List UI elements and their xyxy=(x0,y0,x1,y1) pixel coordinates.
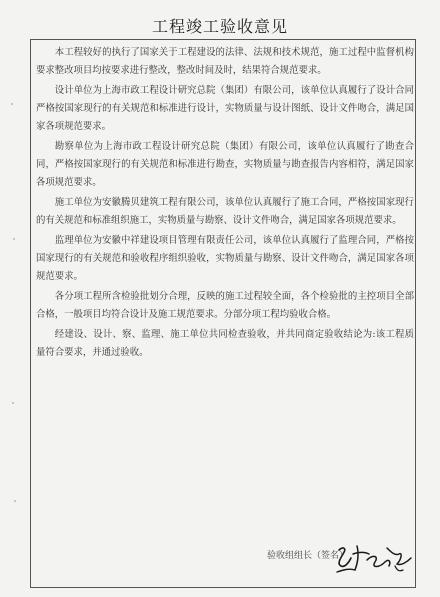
document-body xyxy=(36,44,414,364)
paragraph-overview: 本工程较好的执行了国家关于工程建设的法律、法规和技术规范，施工过程中监督机构要求整改项目均按要求进行整改，整改时间及时，结果符合规范要求。 xyxy=(36,47,414,76)
paragraph-construction-unit: 施工单位为安徽腾贝建筑工程有限公司，该单位认真履行了施工合同，严格按国家现行的有关规范和标准组织施工，实物质量与勘察、设计文件吻合，满足国家各项规范要求。 xyxy=(36,197,414,226)
scan-speck xyxy=(11,103,13,105)
paragraph-inspection-batches: 各分项工程所含检验批划分合理，反映的施工过程较全面，各个检验批的主控项目全部合格，一般项目均符合设计及施工规范要求。分部分项工程均验收合格。 xyxy=(36,291,414,320)
paragraph-survey-unit: 勘察单位为上海市政工程设计研究总院（集团）有限公司，该单位认真履行了勘查合同，严格按国家现行的有关规范和标准进行勘查，实物质量与勘查报告内容相符，满足国家各项规范要求。 xyxy=(36,141,414,188)
document-title: 工程竣工验收意见 xyxy=(151,17,288,36)
signature-label: 验收组组长（签名） xyxy=(267,551,349,561)
paragraph-design-unit: 设计单位为上海市政工程设计研究总院（集团）有限公司，该单位认真履行了设计合同严格按国家现行的有关规范和标准进行设计，实物质量与设计图纸、设计文件吻合，满足国家各项规范要求。 xyxy=(36,85,414,132)
scan-speck xyxy=(14,500,16,502)
handwritten-signature xyxy=(329,532,419,582)
paragraph-supervision-unit: 监理单位为安徽中祥建设项目管理有限责任公司，该单位认真履行了监理合同，严格按国家现行的有关规范和验收程序组织验收，实物质量与勘察、设计文件吻合，满足国家各项规范要求。 xyxy=(36,235,414,282)
paragraph-conclusion: 经建设、设计、察、监理、施工单位共同检查验收，并共同商定验收结论为:该工程质量符合要求，并通过验收。 xyxy=(36,329,414,358)
scan-speck xyxy=(12,402,14,404)
scan-speck xyxy=(13,238,15,240)
